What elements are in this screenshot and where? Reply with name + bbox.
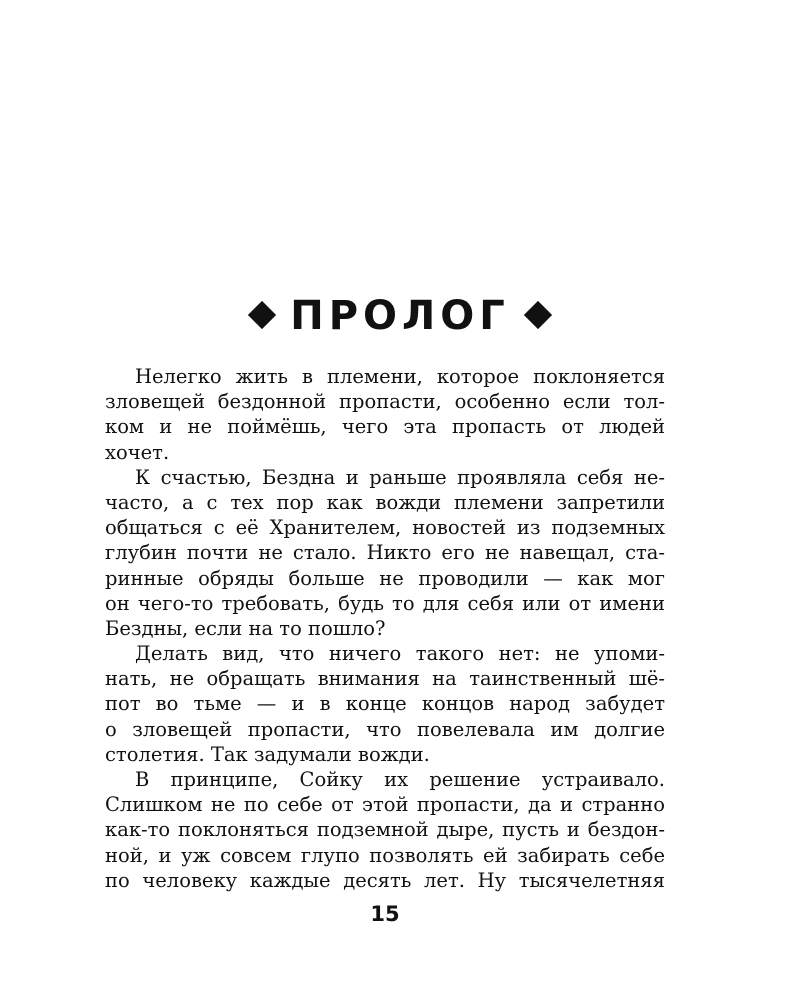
text-line: ринные обряды больше не проводили — как мог xyxy=(105,566,665,590)
text-line: нать, не обращать внимания на таинственный шё- xyxy=(105,667,665,691)
diamond-ornament-right-icon xyxy=(524,301,552,329)
text-line: столетия. Так задумали вожди. xyxy=(105,742,430,766)
chapter-heading xyxy=(0,290,800,342)
text-line: Делать вид, что ничего такого нет: не упоми- xyxy=(135,642,665,666)
text-line: Слишком не по себе от этой пропасти, да и странно xyxy=(105,793,665,817)
page-number: 15 xyxy=(370,902,400,926)
text-line: о зловещей пропасти, что повелевала им долгие xyxy=(105,717,665,741)
text-line: Бездны, если на то пошло? xyxy=(105,616,386,640)
text-line: как-то поклоняться подземной дыре, пусть и бездон- xyxy=(105,818,665,842)
text-line: В принципе, Сойку их решение устраивало. xyxy=(135,768,665,791)
diamond-ornament-left-icon xyxy=(248,301,276,329)
text-line: Нелегко жить в племени, которое поклоняется xyxy=(135,365,665,388)
text-line: общаться с её Хранителем, новостей из подземных xyxy=(105,516,665,540)
text-line: часто, а с тех пор как вожди племени запретили xyxy=(105,490,665,514)
body-text xyxy=(105,364,665,893)
text-line: ной, и уж совсем глупо позволять ей забирать себе xyxy=(105,843,665,867)
text-line: зловещей бездонной пропасти, особенно если тол- xyxy=(105,390,665,414)
text-line: глубин почти не стало. Никто его не навещал, ста- xyxy=(105,541,665,565)
text-line: К счастью, Бездна и раньше проявляла себя не- xyxy=(135,465,665,489)
text-line: по человеку каждые десять лет. Ну тысячелетняя xyxy=(105,868,665,892)
text-line: пот во тьме — и в конце концов народ забудет xyxy=(105,692,665,716)
chapter-title: ПРОЛОГ xyxy=(290,293,510,339)
text-line: он чего-то требовать, будь то для себя или от имени xyxy=(105,591,665,615)
text-line: ком и не поймёшь, чего эта пропасть от людей xyxy=(105,415,665,439)
text-line: хочет. xyxy=(105,440,170,464)
